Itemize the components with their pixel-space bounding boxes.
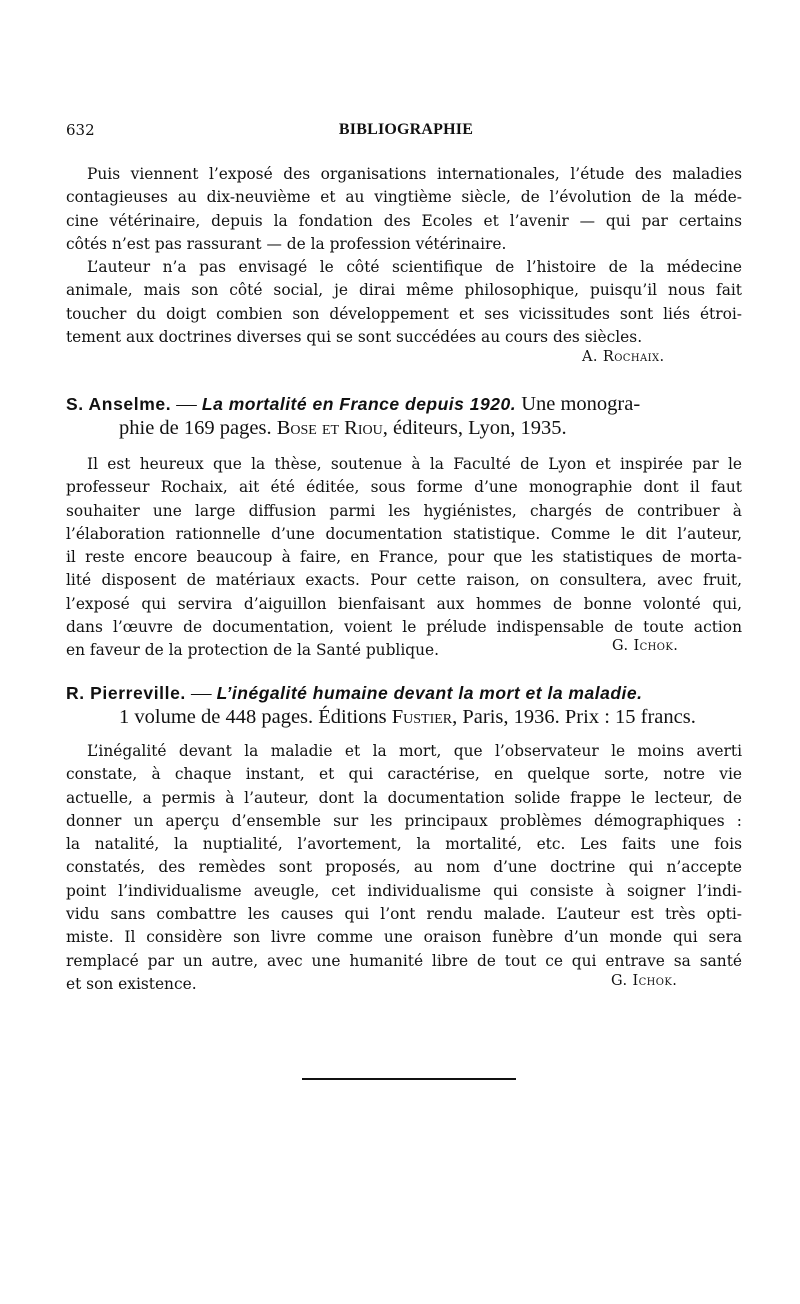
signature-rochaix: A. Rochaix.	[582, 349, 665, 365]
entry-author: S. Anselme.	[66, 394, 172, 414]
text-line: côtés n’est pas rassurant — de la profession vétérinaire.	[66, 234, 507, 253]
text-line: vidu sans combattre les causes qui l’ont rendu malade. L’auteur est très opti-	[66, 905, 742, 924]
text-line: dans l’œuvre de documentation, voient le prélude indispensable de toute action	[66, 618, 742, 637]
entry-description: 1 volume de 448 pages. Éditions	[119, 706, 387, 728]
entry-heading-line	[66, 392, 756, 416]
entry-author: R. Pierreville.	[66, 683, 186, 703]
review-paragraph-anselme	[66, 453, 742, 663]
text-line: constatés, des remèdes sont proposés, au nom d’une doctrine qui n’accepte	[66, 858, 742, 877]
entry-title: La mortalité en France depuis 1920.	[201, 394, 517, 414]
entry-heading-pierreville	[66, 681, 756, 729]
text-line: point l’individualisme aveugle, cet individualisme qui consiste à soigner l’indi-	[66, 881, 742, 900]
entry-description: , éditeurs, Lyon, 1935.	[382, 417, 567, 439]
text-line: Il est heureux que la thèse, soutenue à la Faculté de Lyon et inspirée par le	[87, 455, 742, 473]
intro-paragraph-2	[66, 256, 742, 349]
text-line: il reste encore beaucoup à faire, en France, pour que les statistiques de morta-	[66, 548, 742, 567]
text-line: remplacé par un autre, avec une humanité libre de tout ce qui entrave sa santé	[66, 951, 742, 970]
page-number: 632	[66, 121, 95, 139]
text-line: animale, mais son côté social, je dirai même philosophique, puisqu’il nous fait	[66, 281, 742, 300]
text-line: souhaiter une large diffusion parmi les hygiénistes, chargés de contribuer à	[66, 501, 742, 520]
entry-heading-line	[66, 681, 756, 705]
text-line: cine vétérinaire, depuis la fondation des Ecoles et l’avenir — qui par certains	[66, 211, 742, 230]
text-line: et son existence.	[66, 974, 197, 993]
entry-dash: —	[176, 393, 197, 415]
text-line: actuelle, a permis à l’auteur, dont la documentation solide frappe le lecteur, de	[66, 788, 742, 807]
text-line: contagieuses au dix-neuvième et au vingtième siècle, de l’évolution de la méde-	[66, 188, 742, 207]
entry-heading-line	[66, 416, 756, 440]
text-line: l’élaboration rationnelle d’une documentation statistique. Comme le dit l’auteur,	[66, 524, 742, 543]
entry-title: L’inégalité humaine devant la mort et la maladie.	[216, 683, 643, 703]
entry-heading-line	[66, 705, 756, 729]
text-line: lité disposent de matériaux exacts. Pour cette raison, on consultera, avec fruit,	[66, 571, 742, 590]
text-line: toucher du doigt combien son développement et ses vicissitudes sont liés étroi-	[66, 304, 742, 323]
entry-dash: —	[191, 682, 212, 704]
signature-ichok-1: G. Ichok.	[612, 638, 679, 654]
text-line: la natalité, la nuptialité, l’avortement, la mortalité, etc. Les faits une fois	[66, 835, 742, 854]
page-title: BIBLIOGRAPHIE	[338, 121, 474, 138]
running-head	[66, 121, 746, 143]
text-line: donner un aperçu d’ensemble sur les principaux problèmes démographiques :	[66, 811, 742, 830]
entry-publisher: Fustier	[391, 706, 453, 728]
entry-heading-anselme	[66, 392, 756, 440]
text-line: professeur Rochaix, ait été éditée, sous forme d’une monographie dont il faut	[66, 478, 742, 497]
entry-description: phie de 169 pages.	[119, 417, 272, 439]
review-paragraph-pierreville	[66, 740, 742, 996]
text-line: Puis viennent l’exposé des organisations internationales, l’étude des maladies	[87, 165, 742, 183]
intro-paragraph-1	[66, 163, 742, 256]
text-line: tement aux doctrines diverses qui se sont succédées au cours des siècles.	[66, 327, 643, 346]
text-line: miste. Il considère son livre comme une oraison funèbre d’un monde qui sera	[66, 928, 742, 947]
entry-description: Une monogra-	[521, 393, 641, 415]
section-divider	[302, 1078, 516, 1080]
text-line: en faveur de la protection de la Santé publique.	[66, 641, 440, 660]
text-line: constate, à chaque instant, et qui caractérise, en quelque sorte, notre vie	[66, 765, 742, 784]
text-line: L’auteur n’a pas envisagé le côté scientifique de l’histoire de la médecine	[87, 258, 742, 276]
signature-ichok-2: G. Ichok.	[611, 973, 678, 989]
text-line: l’exposé qui servira d’aiguillon bienfaisant aux hommes de bonne volonté qui,	[66, 594, 742, 613]
entry-description: , Paris, 1936. Prix : 15 francs.	[452, 706, 696, 728]
text-line: L’inégalité devant la maladie et la mort, que l’observateur le moins averti	[87, 742, 742, 760]
entry-publisher: Bose et Riou	[276, 417, 383, 439]
